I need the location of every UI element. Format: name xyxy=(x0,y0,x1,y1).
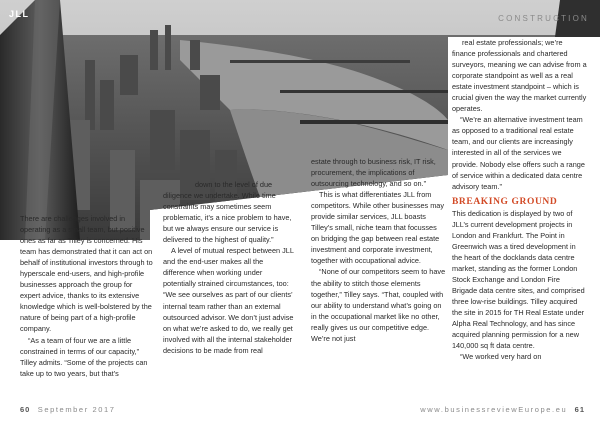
footer-right xyxy=(420,405,585,414)
paragraph: A level of mutual respect between JLL and the end-user makes all the difference when working under potentially strained circumstances, too: “We see ourselves as part of our clients’ internal team rather than an external outsourced advisor. We don’t just advise on what we’re asked to do, we really get involved with all the internal stakeholder decisions to be made from real xyxy=(163,246,294,355)
brand-logo: JLL xyxy=(9,9,30,19)
page-number-left: 60 xyxy=(20,405,31,414)
page-number-right: 61 xyxy=(574,405,585,414)
paragraph: There are challenges involved in operating as a small team, but positive ones as far as Tilley is concerned. His team has demonstrated that it can act on behalf of institutional investors through to hyperscale end-users, and high-profile businesses approach the group for expert advice, thanks to its extensive knowledge which is well-bolstered by the nature of being part of a high-profile company. xyxy=(20,214,153,334)
paragraph: “We’re an alternative investment team as opposed to a traditional real estate team, and our clients are increasingly interested in all of the services we provide. Nobody else offers such a range of service within a dedicated data centre advisory team.” xyxy=(452,115,585,191)
paragraph: This is what differentiates JLL from competitors. While other businesses may provide similar services, JLL boasts Tilley’s small, niche team that focusses on bridging the gap between real estate investment and corporate investment, together with occupational advice. xyxy=(311,190,445,266)
paragraph: estate through to business risk, IT risk, procurement, the implications of outsourcing technology, and so on.” xyxy=(311,157,436,189)
paragraph: “None of our competitors seem to have the ability to stitch those elements together,” Tilley says. “That, coupled with our ability to understand what’s going on in the occupational market like no other, really gives us our competitive edge. We’re not just xyxy=(311,267,446,343)
issue-date: September 2017 xyxy=(37,405,116,414)
footer-left xyxy=(20,405,116,414)
section-label: CONSTRUCTION xyxy=(498,14,589,23)
text-column-3 xyxy=(311,156,446,344)
text-column-1 xyxy=(20,213,153,379)
website-link[interactable]: www.businessreviewEurope.eu xyxy=(420,405,568,414)
paragraph: “As a team of four we are a little constrained in terms of our capacity,” Tilley admits. “Some of the projects can take up to two years, but that’s xyxy=(20,335,148,378)
section-heading: BREAKING GROUND xyxy=(452,196,558,207)
text-column-4 xyxy=(452,37,587,362)
paragraph: real estate professionals; we’re finance professionals and chartered surveyors, meaning we can advise from a corporate standpoint as well as a real estate investment standpoint – which is crucial given the way the market currently operates. xyxy=(452,38,587,114)
paragraph: down to the level of due diligence we undertake. While time constraints may sometimes seem problematic, it’s a nice problem to have, but we always ensure our service is delivered to the highest of quality.” xyxy=(163,180,292,245)
paragraph: This dedication is displayed by two of JLL’s current development projects in London and Frankfurt. The Point in Greenwich was a tired development in the heart of the docklands data centre market, standing as the former London Stock Exchange and London Fire Brigade data centre sites, and comprised three low-rise buildings. Tilley acquired the site in 2015 for TH Real Estate under Alpha Real Technology, and has since acquired planning permission for a new 140,000 sq ft data centre. xyxy=(452,208,585,351)
paragraph: “We worked very hard on xyxy=(460,352,542,362)
text-column-2 xyxy=(163,179,297,356)
